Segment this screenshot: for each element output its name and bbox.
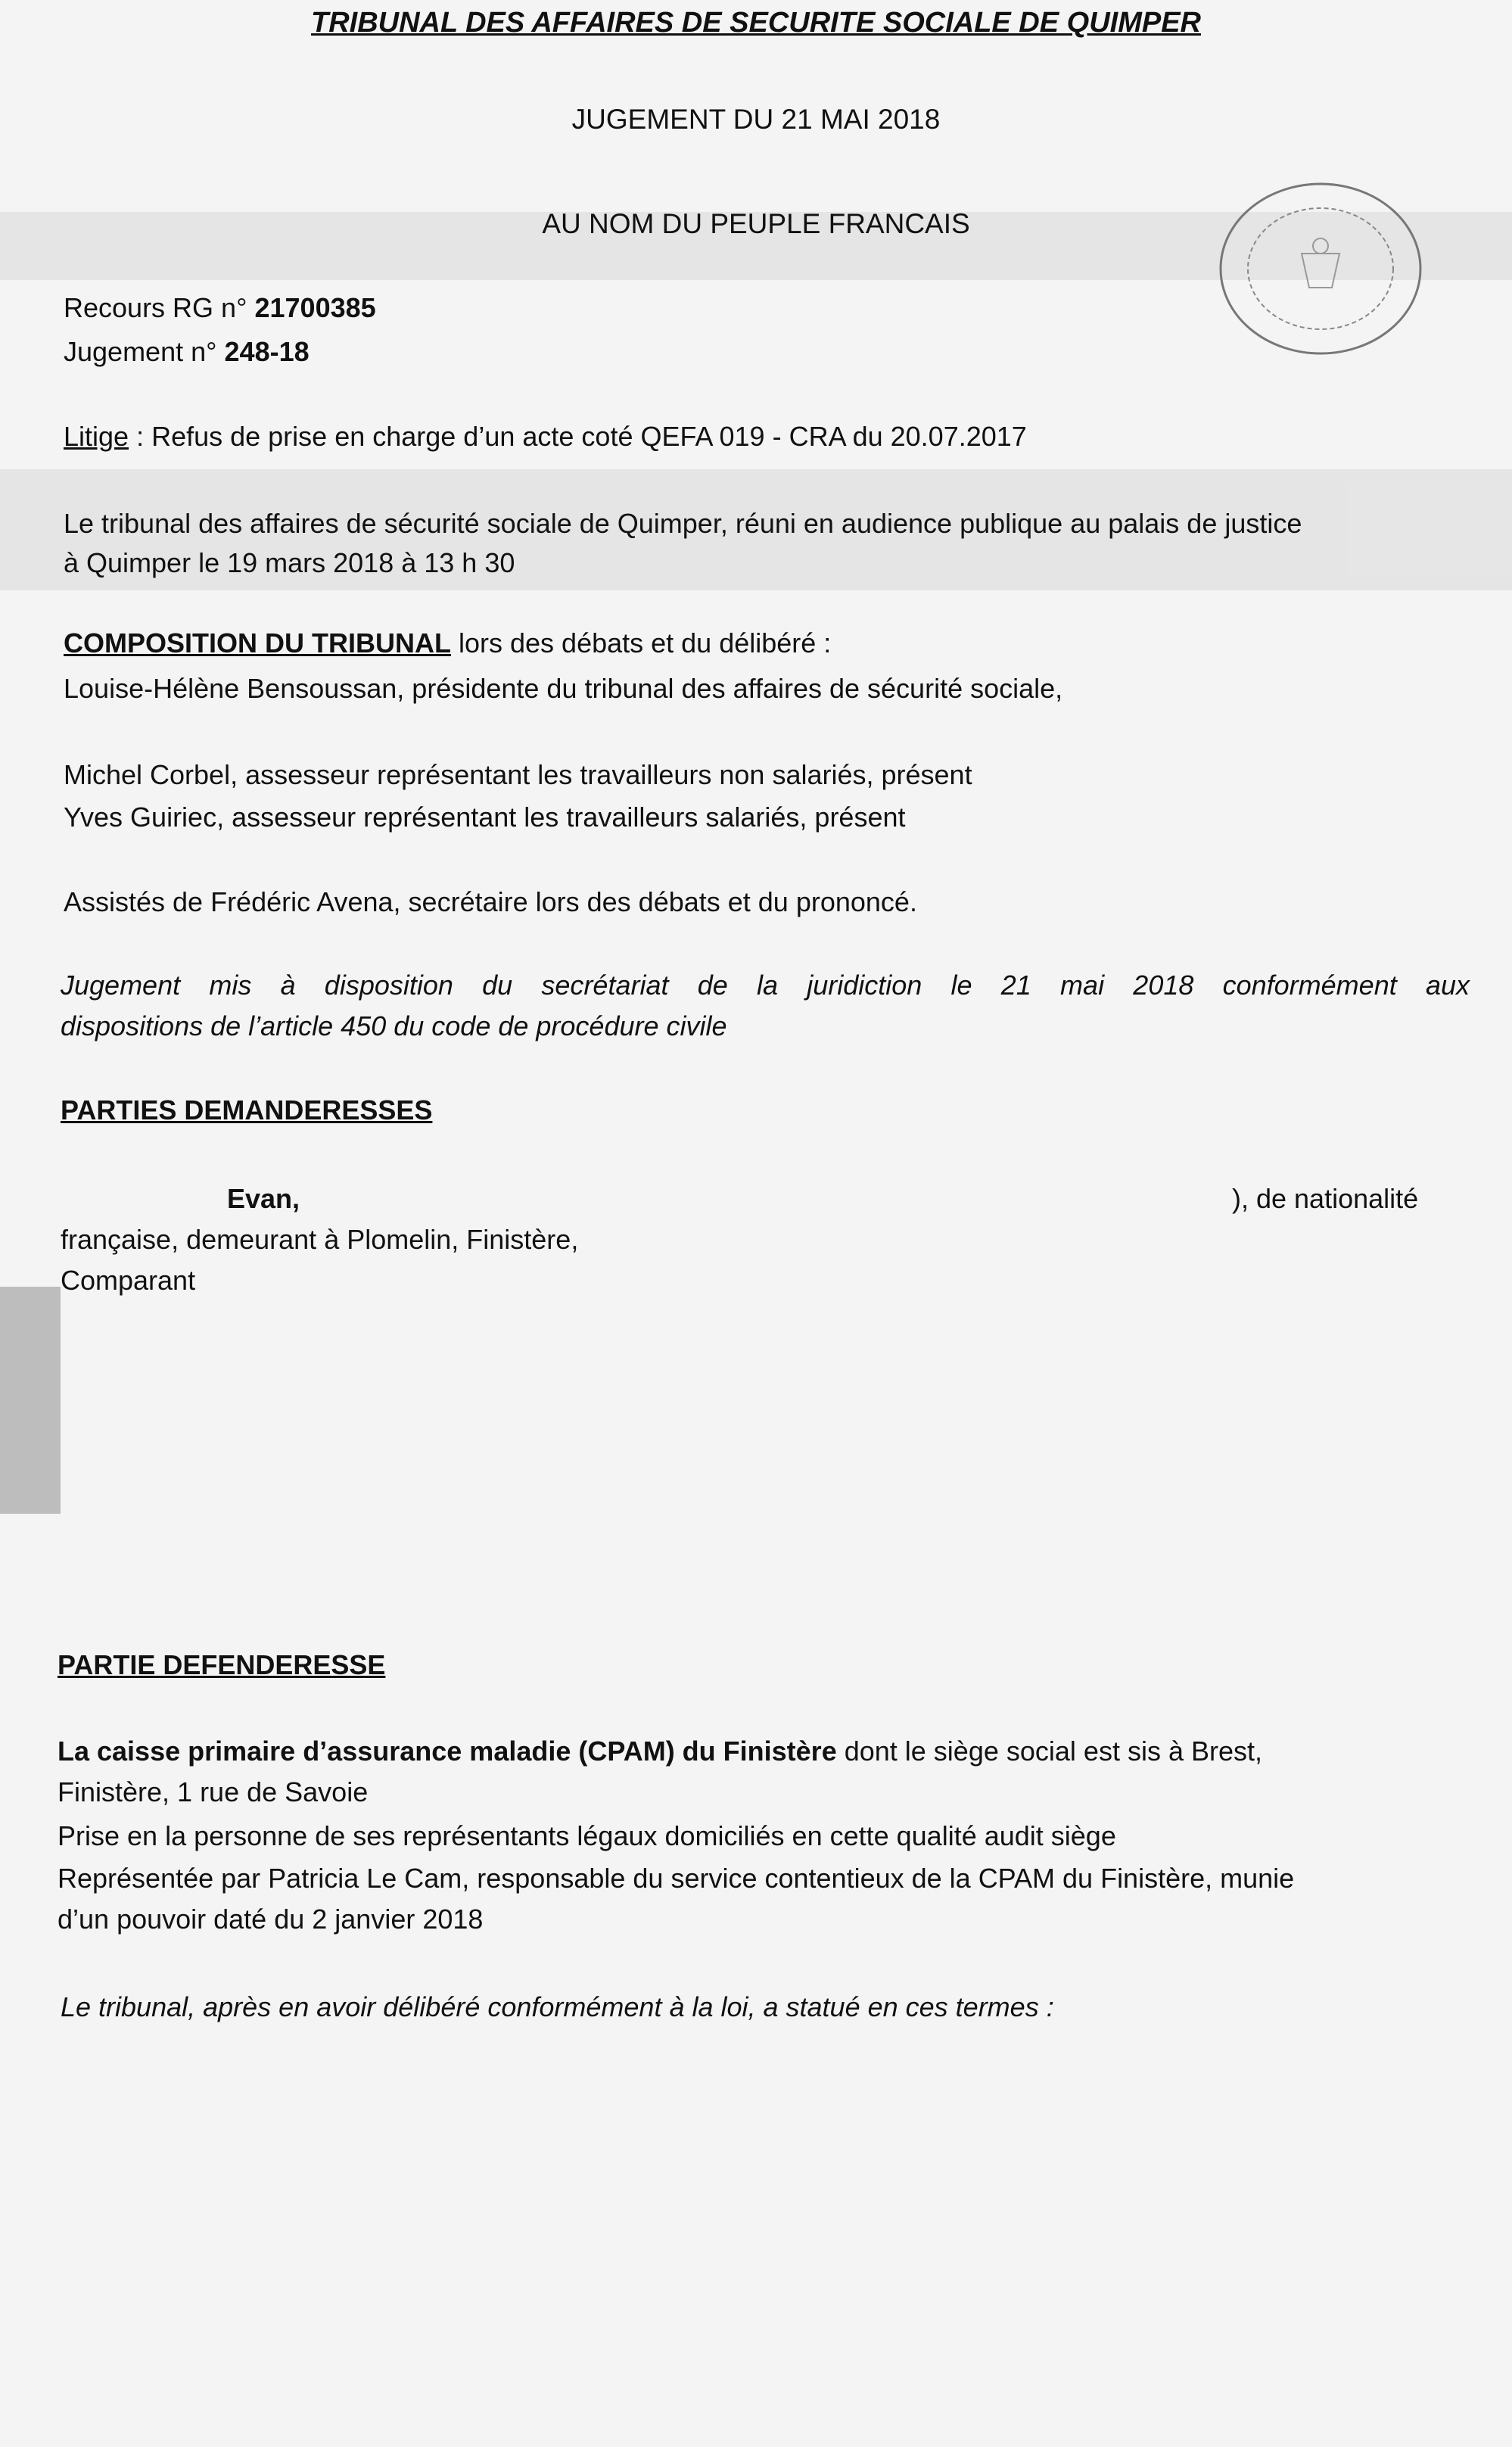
demanderesse-nationality: ), de nationalité [1232, 1183, 1419, 1214]
scan-shadow [0, 1287, 61, 1514]
composition-heading-suffix: lors des débats et du délibéré : [450, 627, 832, 658]
defenderesse-org-suffix: dont le siège social est sis à Brest, [836, 1736, 1262, 1767]
defenderesse-line-3: Prise en la personne de ses représentants légaux domiciliés en cette qualité audit siège [58, 1820, 1116, 1851]
jugement-number: 248-18 [224, 336, 310, 367]
defenderesse-line-5: d’un pouvoir daté du 2 janvier 2018 [58, 1904, 484, 1935]
member-line: Yves Guiriec, assesseur représentant les travailleurs salariés, présent [64, 802, 906, 833]
judgment-date: JUGEMENT DU 21 MAI 2018 [571, 104, 941, 135]
demanderesse-firstname: Evan, [227, 1183, 300, 1214]
recours-label: Recours RG n° [64, 292, 255, 323]
demanderesse-status: Comparant [61, 1265, 196, 1296]
recours-number: 21700385 [254, 292, 376, 323]
litige-text: : Refus de prise en charge d’un acte coté QEFA 019 - CRA du 20.07.2017 [129, 421, 1027, 452]
recours-line [64, 291, 376, 325]
jugement-label: Jugement n° [64, 336, 225, 367]
member-line: Michel Corbel, assesseur représentant les travailleurs non salariés, présent [64, 759, 972, 790]
stamp-seal-icon [1211, 174, 1430, 363]
composition-heading: COMPOSITION DU TRIBUNAL [64, 627, 451, 658]
defenderesse-line-4: Représentée par Patricia Le Cam, responsable du service contentieux de la CPAM du Finistère, munie [58, 1863, 1295, 1894]
composition-heading-line [64, 627, 831, 660]
litige-label: Litige [64, 421, 129, 452]
availability-line-1: Jugement mis à disposition du secrétariat de la juridiction le 21 mai 2018 conformément aux [61, 970, 1470, 1001]
jugement-line [64, 335, 310, 369]
litige-line [64, 420, 1027, 453]
availability-line-2: dispositions de l’article 450 du code de procédure civile [61, 1010, 727, 1041]
member-line: Louise-Hélène Bensoussan, présidente du tribunal des affaires de sécurité sociale, [64, 673, 1063, 704]
intro-line-1: Le tribunal des affaires de sécurité sociale de Quimper, réuni en audience publique au palais de justice [64, 508, 1302, 539]
tribunal-title: TRIBUNAL DES AFFAIRES DE SECURITE SOCIALE DE QUIMPER [311, 7, 1201, 39]
defenderesse-heading: PARTIE DEFENDERESSE [58, 1649, 386, 1680]
defenderesse-address: Finistère, 1 rue de Savoie [58, 1776, 369, 1807]
defenderesse-org: La caisse primaire d’assurance maladie (CPAM) du Finistère [58, 1736, 837, 1767]
demanderesse-address: française, demeurant à Plomelin, Finistère, [61, 1224, 579, 1255]
in-name-of-people: AU NOM DU PEUPLE FRANCAIS [542, 208, 970, 239]
assisted-line: Assistés de Frédéric Avena, secrétaire lors des débats et du prononcé. [64, 886, 917, 917]
demanderesses-heading: PARTIES DEMANDERESSES [61, 1094, 433, 1125]
defenderesse-org-line [58, 1735, 1473, 1768]
closing-statement: Le tribunal, après en avoir délibéré conformément à la loi, a statué en ces termes : [61, 1991, 1054, 2022]
tribunal-stamp [1211, 174, 1430, 363]
intro-line-2: à Quimper le 19 mars 2018 à 13 h 30 [64, 547, 515, 578]
